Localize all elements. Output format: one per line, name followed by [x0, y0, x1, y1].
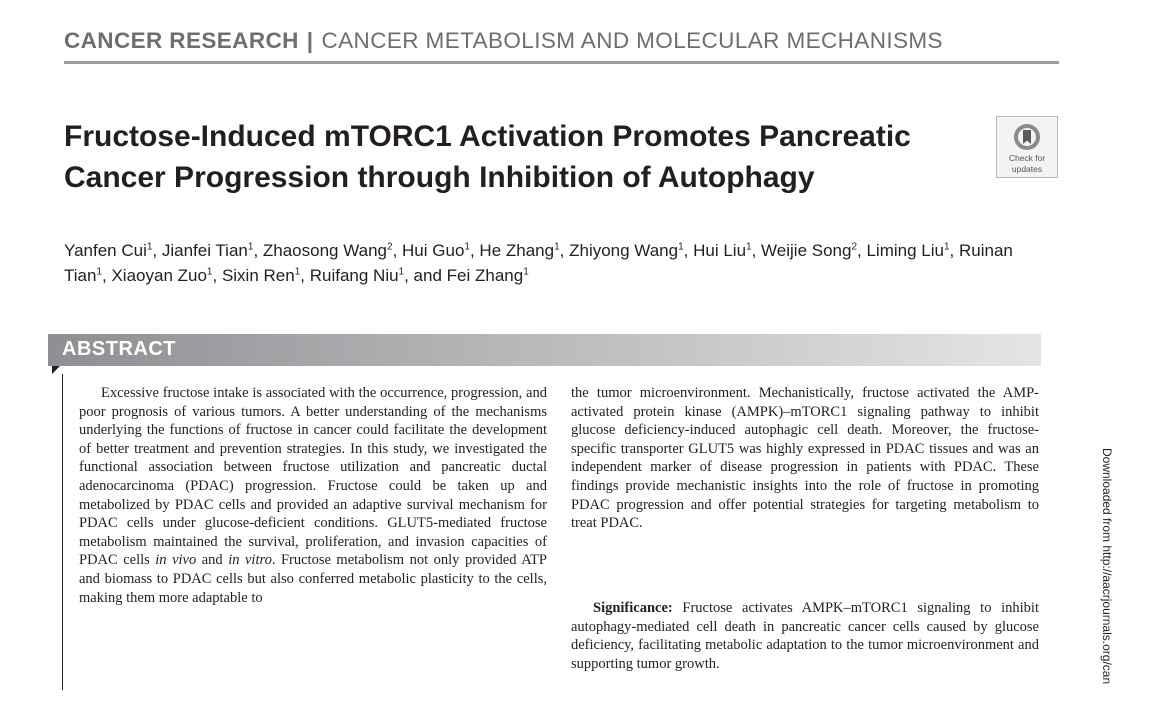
abstract-in-vivo: in vivo: [155, 552, 197, 569]
author-affiliation: 1: [678, 241, 684, 253]
author-affiliation: 1: [554, 241, 560, 253]
abstract-left-column: [79, 384, 547, 607]
author-name[interactable]: Hui Liu: [693, 241, 747, 260]
article-title: Fructose-Induced mTORC1 Activation Promotes Pancreatic Cancer Progression through Inhibition of Autophagy: [64, 120, 911, 194]
author-affiliation: 1: [247, 241, 254, 253]
abstract-and: and: [196, 552, 229, 569]
journal-header: [64, 28, 1059, 54]
abstract-side-rule: [62, 374, 63, 690]
abstract-left-text-end: . Fructose metabolism not only provided ATP and biomass to PDAC cells but also conferred metabolic plasticity to the cells, making them more adaptable to: [79, 552, 547, 606]
author-affiliation: 1: [294, 266, 301, 278]
download-notice: Downloaded from http://aacrjournals.org/can: [1100, 448, 1114, 685]
author-name[interactable]: Zhiyong Wang: [569, 241, 679, 260]
author-affiliation: 1: [96, 266, 103, 278]
author-affiliation: 2: [851, 241, 858, 253]
section-name: CANCER METABOLISM AND MOLECULAR MECHANISMS: [321, 28, 943, 53]
author-name[interactable]: Xiaoyan Zuo: [111, 266, 207, 285]
significance-label: Significance:: [593, 600, 673, 616]
header-separator: |: [306, 28, 314, 53]
abstract-heading-bar: [48, 334, 1041, 366]
significance-text: Fructose activates AMPK–mTORC1 signaling to inhibit autophagy-mediated cell death in pancreatic cancer cells caused by glucose deficiency, facilitating metabolic adaptation to the tumor microenvironment and supporting tumor growth.: [571, 600, 1039, 672]
author-affiliation: 1: [206, 266, 213, 278]
author-affiliation: 1: [146, 241, 153, 253]
author-affiliation: 1: [398, 266, 405, 278]
author-name[interactable]: Yanfen Cui: [64, 241, 147, 260]
author-affiliation: 1: [523, 266, 529, 278]
bookmark-circle-icon: [1012, 122, 1042, 152]
significance-paragraph: [571, 599, 1039, 673]
author-name[interactable]: Fei Zhang: [446, 266, 524, 285]
author-name[interactable]: Ruifang Niu: [309, 266, 399, 285]
check-badge-line1: Check for: [1008, 153, 1046, 163]
author-name[interactable]: Liming Liu: [866, 241, 944, 260]
abstract-heading: ABSTRACT: [62, 338, 176, 360]
author-name[interactable]: Jianfei Tian: [161, 241, 248, 260]
author-affiliation: 2: [387, 241, 393, 253]
abstract-left-text: Excessive fructose intake is associated with the occurrence, progression, and poor prognosis of various tumors. A better understanding of the mechanisms underlying the functions of fructose in cancer could facilitate the development of better treatment and prevention strategies. In this study, we investigated the functional association between fructose utilization and pancreatic ductal adenocarcinoma (PDAC) progression. Fructose could be taken up and metabolized by PDAC cells and provided an adaptive survival mechanism for PDAC cells under glucose-deficient conditions. GLUT5-mediated fructose metabolism maintained the survival, proliferation, and invasion capacities of PDAC cells: [79, 385, 547, 569]
author-name[interactable]: Weijie Song: [761, 241, 852, 260]
abstract-right-column: the tumor microenvironment. Mechanistically, fructose activated the AMP-activated protein kinase (AMPK)–mTORC1 signaling pathway to inhibit glucose deficiency-induced autophagic cell death. Moreover, the fructose-specific transporter GLUT5 was highly expressed in PDAC tissues and was an independent marker of disease progression in patients with PDAC. These findings provide mechanistic insights into the role of fructose in promoting PDAC progression and offer potential strategies for targeting metabolism to treat PDAC.: [571, 385, 1039, 532]
check-for-updates-button[interactable]: [996, 116, 1058, 178]
check-badge-line2: updates: [1011, 164, 1043, 174]
author-list: Yanfen Cui$^1$, Jianfei Tian$^1$, Zhaosong Wang$^2$, Hui Guo$^1$, He Zhang$^1$, Zhiyong Wang$^1$, Hui Liu$^1$, Weijie Song$^2$, Liming Liu$^1$, Ruinan Tian$^1$, Xiaoyan Zuo$^1$, Sixin Ren$^1$, Ruifang Niu$^1$, and Fei Zhang$^1$: [64, 241, 1013, 285]
author-affiliation: 1: [464, 241, 470, 253]
author-affiliation: 1: [943, 241, 950, 253]
author-affiliation: 1: [746, 241, 752, 253]
corner-mark: [52, 366, 60, 374]
header-rule: [64, 61, 1059, 64]
author-name[interactable]: Sixin Ren: [221, 266, 295, 285]
abstract-in-vitro: in vitro: [228, 552, 272, 569]
author-name[interactable]: Hui Guo: [402, 241, 465, 260]
author-name[interactable]: Ruinan Tian: [64, 241, 1013, 285]
journal-name[interactable]: CANCER RESEARCH: [64, 28, 299, 53]
author-name[interactable]: He Zhang: [479, 241, 555, 260]
author-name[interactable]: Zhaosong Wang: [262, 241, 388, 260]
